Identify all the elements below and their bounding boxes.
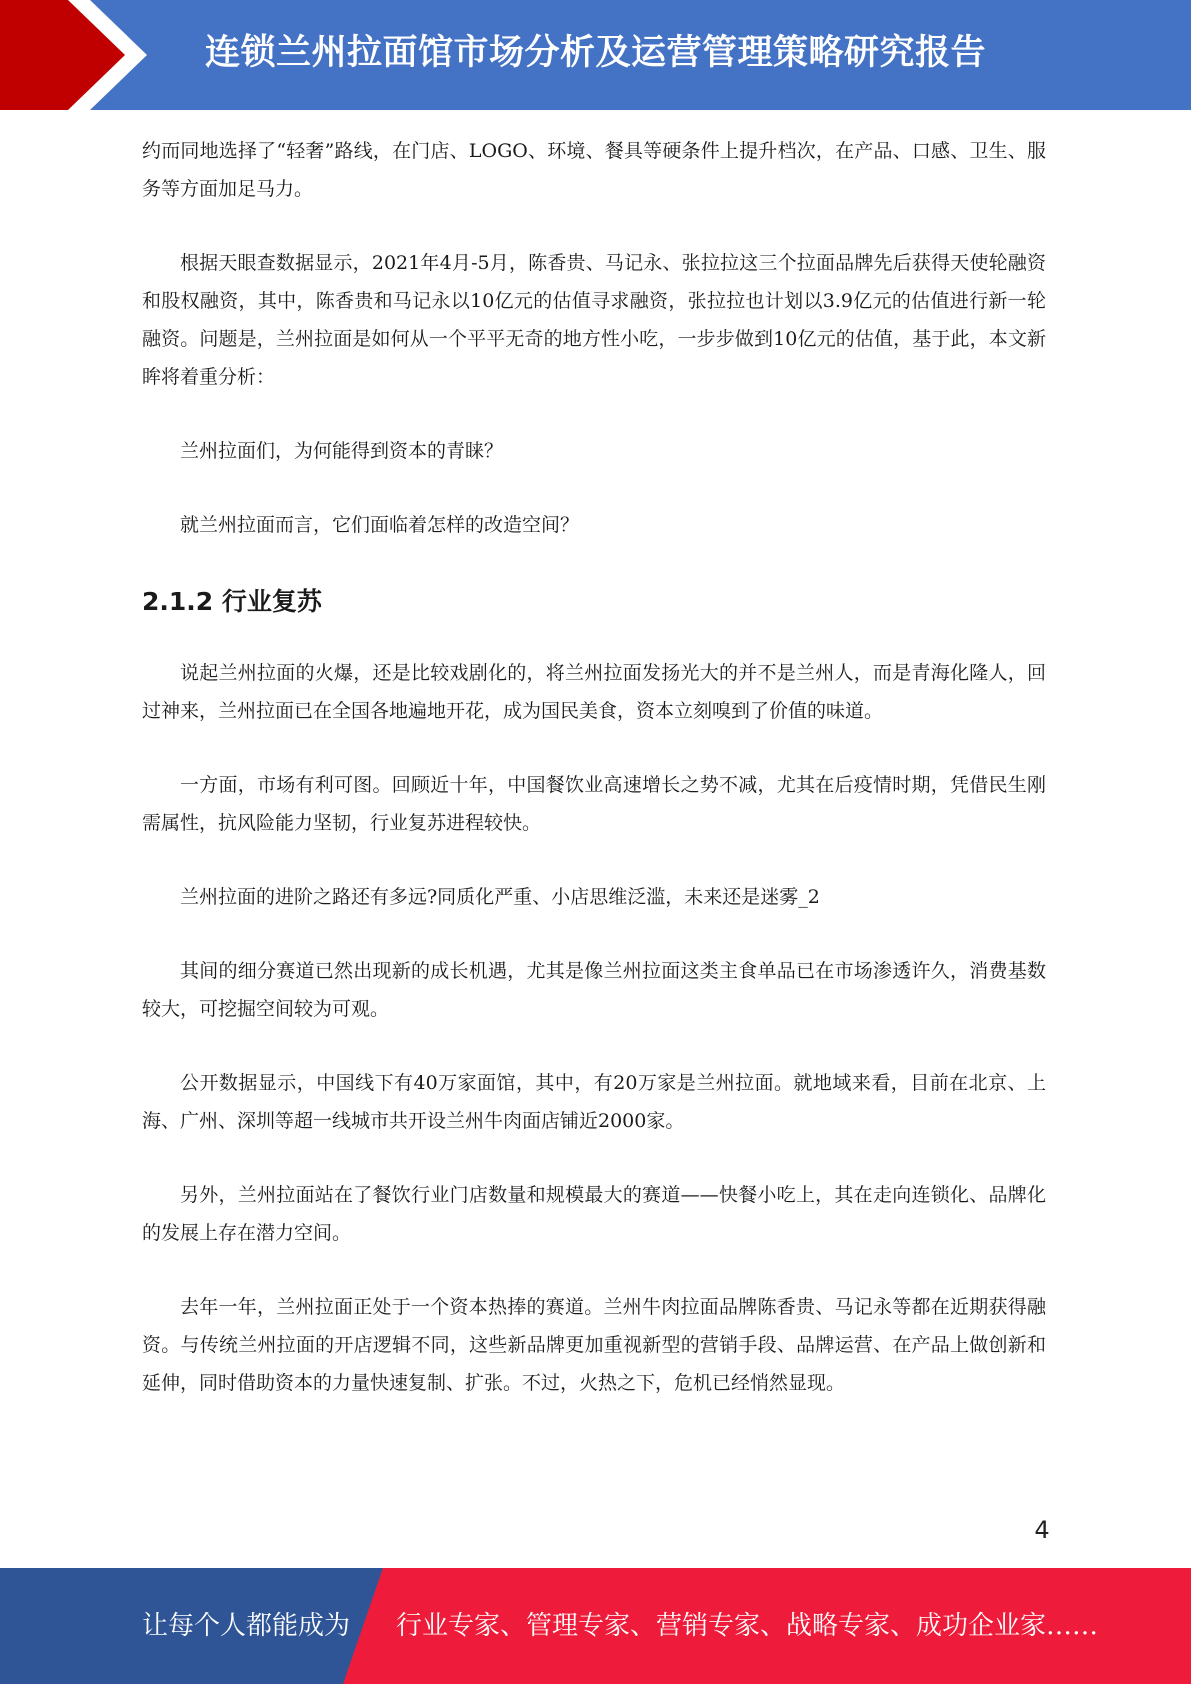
paragraph: 公开数据显示，中国线下有40万家面馆，其中，有20万家是兰州拉面。就地域来看，目前在北京、上海、广州、深圳等超一线城市共开设兰州牛肉面店铺近2000家。 [142,1072,1046,1132]
document-body [142,132,1046,1438]
paragraph: 一方面，市场有利可图。回顾近十年，中国餐饮业高速增长之势不减，尤其在后疫情时期，凭借民生刚需属性，抗风险能力坚韧，行业复苏进程较快。 [142,774,1046,834]
footer-slogan-list: 行业专家、管理专家、营销专家、战略专家、成功企业家…… [396,1611,1099,1641]
footer-banner [0,1568,1191,1684]
paragraph: 兰州拉面的进阶之路还有多远?同质化严重、小店思维泛滥，未来还是迷雾_2 [180,886,820,908]
paragraph: 去年一年，兰州拉面正处于一个资本热捧的赛道。兰州牛肉拉面品牌陈香贵、马记永等都在近期获得融资。与传统兰州拉面的开店逻辑不同，这些新品牌更加重视新型的营销手段、品牌运营、在产品上做创新和延伸，同时借助资本的力量快速复制、扩张。不过，火热之下，危机已经悄然显现。 [142,1296,1046,1394]
page-number: 4 [1034,1516,1050,1544]
header-chevron-decoration [0,0,160,110]
paragraph: 约而同地选择了“轻奢”路线，在门店、LOGO、环境、餐具等硬条件上提升档次，在产品、口感、卫生、服务等方面加足马力。 [142,140,1046,200]
section-heading: 2.1.2 行业复苏 [142,587,322,616]
paragraph: 说起兰州拉面的火爆，还是比较戏剧化的，将兰州拉面发扬光大的并不是兰州人，而是青海化隆人，回过神来，兰州拉面已在全国各地遍地开花，成为国民美食，资本立刻嗅到了价值的味道。 [142,662,1046,722]
report-title: 连锁兰州拉面馆市场分析及运营管理策略研究报告 [205,33,987,73]
paragraph: 其间的细分赛道已然出现新的成长机遇，尤其是像兰州拉面这类主食单品已在市场渗透许久，消费基数较大，可挖掘空间较为可观。 [142,960,1046,1020]
header-banner [0,0,1191,110]
paragraph: 兰州拉面们，为何能得到资本的青睐？ [180,440,504,462]
footer-slogan-lead: 让每个人都能成为 [142,1611,351,1641]
paragraph: 就兰州拉面而言，它们面临着怎样的改造空间？ [180,514,580,536]
paragraph: 另外，兰州拉面站在了餐饮行业门店数量和规模最大的赛道——快餐小吃上，其在走向连锁化、品牌化的发展上存在潜力空间。 [142,1184,1046,1244]
paragraph: 根据天眼查数据显示，2021年4月-5月，陈香贵、马记永、张拉拉这三个拉面品牌先后获得天使轮融资和股权融资，其中，陈香贵和马记永以10亿元的估值寻求融资，张拉拉也计划以3.9亿元的估值进行新一轮融资。问题是，兰州拉面是如何从一个平平无奇的地方性小吃，一步步做到10亿元的估值，基于此，本文新眸将着重分析： [142,252,1046,388]
